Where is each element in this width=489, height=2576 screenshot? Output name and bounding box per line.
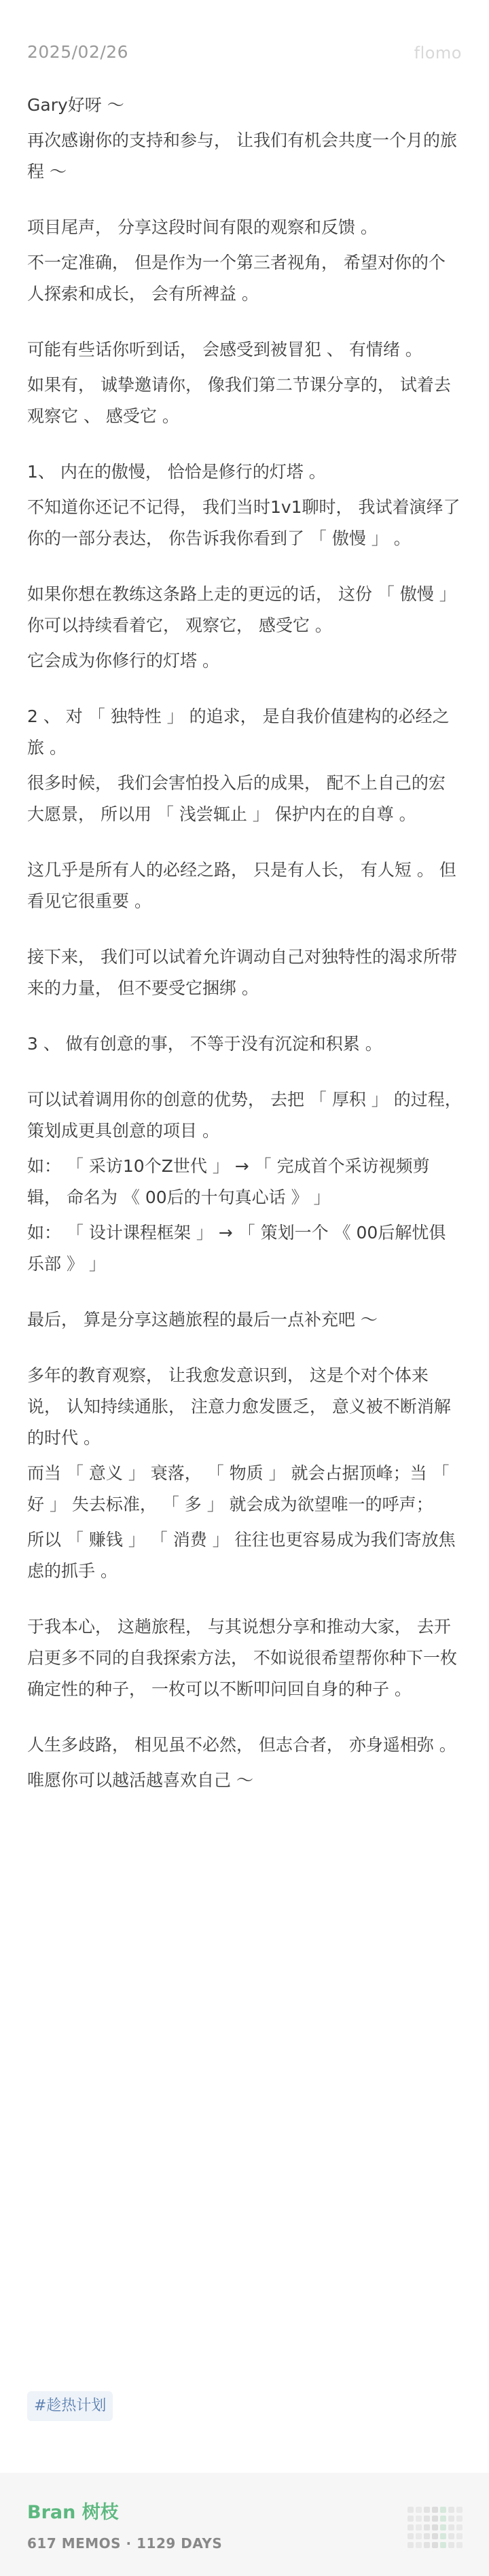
memo-paragraph: 项目尾声， 分享这段时间有限的观察和反馈 。	[27, 217, 378, 237]
memo-paragraph: 3 、 做有创意的事， 不等于没有沉淀和积累 。	[27, 1034, 382, 1054]
author-name: Bran 树枝	[27, 2502, 119, 2523]
memo-paragraph: 而当 「 意义 」 衰落， 「 物质 」 就会占据顶峰；当 「 好 」 失去标准， 「 多 」 就会成为欲望唯一的呼声；	[27, 1463, 450, 1514]
memo-paragraph: 这几乎是所有人的必经之路， 只是有人长， 有人短 。 但看见它很重要 。	[27, 860, 456, 911]
paragraph-gap	[27, 1709, 462, 1730]
paragraph-gap	[27, 1340, 462, 1360]
memo-paragraph: 可能有些话你听到话， 会感受到被冒犯 、 有情绪 。	[27, 340, 422, 359]
memo-paragraph: 如： 「 采访10个Z世代 」 → 「 完成首个采访视频剪辑， 命名为 《 00后的十句真心话 》 」	[27, 1156, 430, 1207]
paragraph-gap	[27, 558, 462, 579]
tag-chip[interactable]: #趁热计划	[27, 2391, 113, 2421]
paragraph-gap	[27, 1008, 462, 1028]
memo-paragraph: 接下来， 我们可以试着允许调动自己对独特性的渴求所带来的力量， 但不要受它捆绑 。	[27, 947, 457, 998]
memo-stats: 617 MEMOS · 1129 DAYS	[27, 2535, 223, 2552]
memo-date: 2025/02/26	[27, 42, 129, 62]
paragraph-gap	[27, 436, 462, 457]
memo-paragraph: 唯愿你可以越活越喜欢自己 ～	[27, 1770, 253, 1790]
paragraph-gap	[27, 192, 462, 212]
memo-paragraph: 多年的教育观察， 让我愈发意识到， 这是个对个体来说， 认知持续通胀， 注意力愈发匮乏， 意义被不断消解的时代 。	[27, 1365, 451, 1448]
memo-paragraph: 不知道你还记不记得， 我们当时1v1聊时， 我试着演绎了你的一部分表达， 你告诉我你看到了 「 傲慢 」 。	[27, 497, 460, 548]
footer-card	[0, 2473, 489, 2576]
memo-header	[27, 42, 462, 69]
paragraph-gap	[27, 314, 462, 334]
memo-paragraph: 1、 内在的傲慢， 恰恰是修行的灯塔 。	[27, 462, 326, 482]
memo-paragraph: 再次感谢你的支持和参与， 让我们有机会共度一个月的旅程 ～	[27, 130, 457, 181]
memo-paragraph: Gary好呀 ～	[27, 95, 124, 115]
flomo-logo: flomo	[414, 43, 462, 62]
memo-paragraph: 它会成为你修行的灯塔 。	[27, 651, 219, 670]
paragraph-gap	[27, 1064, 462, 1084]
memo-paragraph: 最后， 算是分享这趟旅程的最后一点补充吧 ～	[27, 1310, 378, 1329]
memo-paragraph: 人生多歧路， 相见虽不必然， 但志合者， 亦身遥相弥 。	[27, 1735, 456, 1755]
paragraph-gap	[27, 921, 462, 942]
memo-paragraph: 如果有， 诚挚邀请你， 像我们第二节课分享的， 试着去观察它 、 感受它 。	[27, 375, 451, 426]
memo-paragraph: 于我本心， 这趟旅程， 与其说想分享和推动大家， 去开启更多不同的自我探索方法， 不如说很希望帮你种下一枚确定性的种子， 一枚可以不断叩问回自身的种子 。	[27, 1617, 457, 1699]
memo-paragraph: 所以 「 赚钱 」 「 消费 」 往往也更容易成为我们寄放焦虑的抓手 。	[27, 1530, 456, 1581]
memo-paragraph: 如果你想在教练这条路上走的更远的话， 这份 「 傲慢 」 你可以持续看着它， 观察它， 感受它 。	[27, 584, 456, 635]
memo-content	[27, 90, 462, 1800]
memo-paragraph: 不一定准确， 但是作为一个第三者视角， 希望对你的个人探索和成长， 会有所裨益 。	[27, 253, 446, 304]
paragraph-gap	[27, 1284, 462, 1304]
memo-paragraph: 如： 「 设计课程框架 」 → 「 策划一个 《 00后解忧俱乐部 》 」	[27, 1223, 446, 1274]
memo-paragraph: 2 、 对 「 独特性 」 的追求， 是自我价值建构的必经之旅 。	[27, 706, 450, 757]
memo-paragraph: 很多时候， 我们会害怕投入后的成果， 配不上自己的宏大愿景， 所以用 「 浅尝辄止 」 保护内在的自尊 。	[27, 773, 446, 824]
heatmap-icon	[408, 2507, 465, 2553]
memo-paragraph: 可以试着调用你的创意的优势， 去把 「 厚积 」 的过程， 策划成更具创意的项目 。	[27, 1090, 462, 1141]
paragraph-gap	[27, 681, 462, 701]
paragraph-gap	[27, 834, 462, 855]
paragraph-gap	[27, 1591, 462, 1611]
